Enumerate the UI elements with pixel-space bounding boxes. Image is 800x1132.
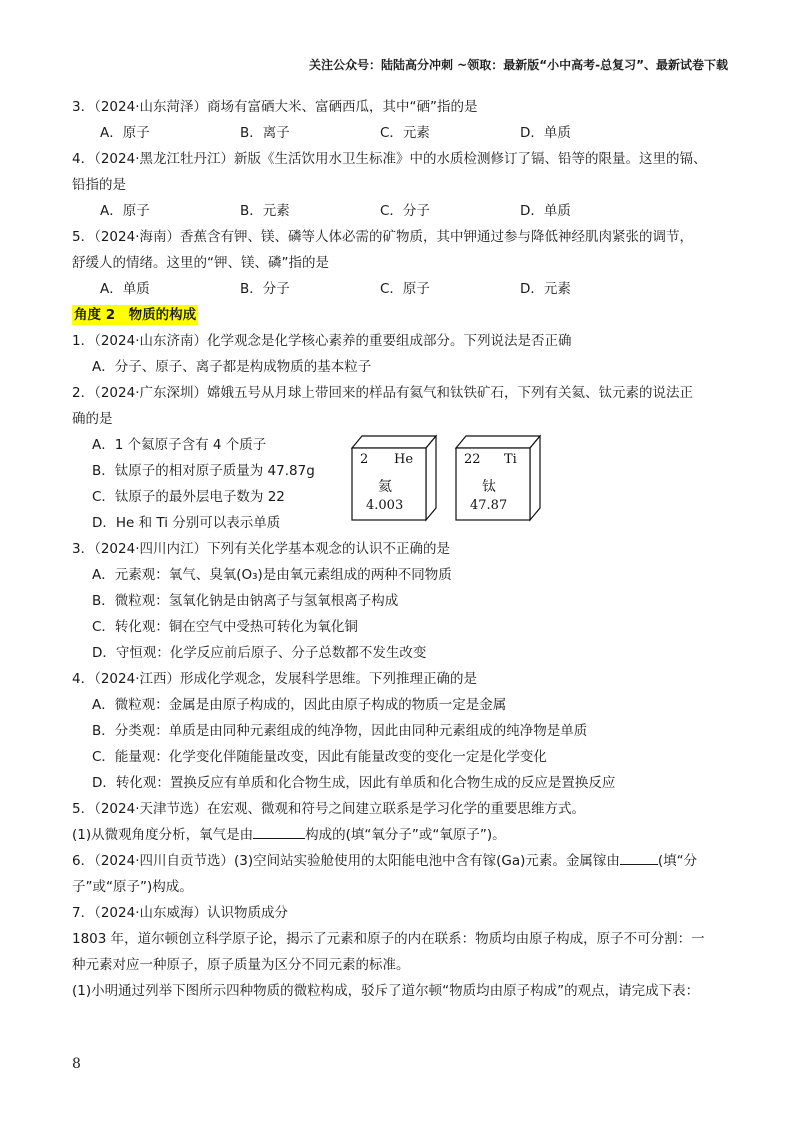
question-4a-options [72,198,732,224]
question-5a-stem-cont: 舒缓人的情绪。这里的“钾、镁、磷”指的是 [72,255,329,271]
question-6-stem [72,848,732,874]
element-symbol: He [394,452,414,467]
question-4b-option: C．能量观：化学变化伴随能量改变，因此有能量改变的变化一定是化学变化 [92,749,547,765]
element-card-helium [350,434,446,522]
section-heading [72,302,732,328]
question-3b-option: A．元素观：氧气、臭氧(O₃)是由氧元素组成的两种不同物质 [92,567,452,583]
question-5a-options [72,276,732,302]
question-2-option: B．钛原子的相对原子质量为 47.87g [92,463,315,479]
option: A．原子 [100,203,150,219]
question-2-option: C．钛原子的最外层电子数为 22 [92,489,285,505]
question-2-stem: 2．（2024·广东深圳）嫦娥五号从月球上带回来的样品有氦气和钛铁矿石，下列有关氦、钛元素的说法正 [72,385,693,401]
question-4b-stem: 4．（2024·江西）形成化学观念，发展科学思维。下列推理正确的是 [72,671,477,687]
section-title: 角度 2 物质的构成 [74,307,197,323]
question-4a-stem-cont: 铅指的是 [72,177,126,193]
question-7-paragraph: 1803 年，道尔顿创立科学原子论，揭示了元素和原子的内在联系：物质均由原子构成，原子不可分割：一 [72,931,705,947]
option: D．单质 [520,125,571,141]
question-2-option: A．1 个氦原子含有 4 个质子 [92,437,267,453]
option: C．元素 [380,125,430,141]
atomic-number: 22 [464,452,481,467]
question-3b-stem: 3．（2024·四川内江）下列有关化学基本观念的认识不正确的是 [72,541,450,557]
atomic-mass: 4.003 [366,498,404,513]
option: B．元素 [240,203,290,219]
question-4b-option: D．转化观：置换反应有单质和化合物生成，因此有单质和化合物生成的反应是置换反应 [92,775,616,791]
question-3b-option: D．守恒观：化学反应前后原子、分子总数都不发生改变 [92,645,427,661]
page-number: 8 [72,1056,81,1072]
question-3b-option: C．转化观：铜在空气中受热可转化为氧化铜 [92,619,358,635]
question-5b-sub1 [72,822,732,848]
question-2-body [72,432,732,536]
question-7-stem: 7．（2024·山东威海）认识物质成分 [72,905,288,921]
option: A．单质 [100,281,150,297]
question-4b-option: B．分类观：单质是由同种元素组成的纯净物，因此由同种元素组成的纯净物是单质 [92,723,588,739]
atomic-mass: 47.87 [470,498,508,513]
sub1-text-after: 构成的(填“氧分子”或“氧原子”)。 [305,827,506,843]
atomic-number: 2 [360,452,369,467]
question-4a-stem: 4．（2024·黑龙江牡丹江）新版《生活饮用水卫生标准》中的水质检测修订了镉、铅等的限量。这里的镉、 [72,151,707,167]
q6-text-before: 6．（2024·四川自贡节选）(3)空间站实验舱使用的太阳能电池中含有镓(Ga)元素。金属镓由 [72,853,620,869]
option: D．单质 [520,203,571,219]
element-name: 钛 [482,479,496,495]
question-3a-options [72,120,732,146]
option: A．原子 [100,125,150,141]
option: C．分子 [380,203,430,219]
question-5b-stem: 5．（2024·天津节选）在宏观、微观和符号之间建立联系是学习化学的重要思维方式。 [72,801,585,817]
question-3b-option: B．微粒观：氢氧化钠是由钠离子与氢氧根离子构成 [92,593,399,609]
question-5a-stem: 5．（2024·海南）香蕉含有钾、镁、磷等人体必需的矿物质，其中钾通过参与降低神经肌肉紧张的调节， [72,229,693,245]
option: B．离子 [240,125,290,141]
option: C．原子 [380,281,430,297]
question-3a-stem: 3．（2024·山东菏泽）商场有富硒大米、富硒西瓜，其中“硒”指的是 [72,99,478,115]
q6-text-after: (填“分 [657,853,698,869]
question-2-stem-cont: 确的是 [72,411,113,427]
option: B．分子 [240,281,290,297]
element-name: 氦 [378,479,392,495]
element-symbol: Ti [504,452,517,467]
question-1-stem: 1．（2024·山东济南）化学观念是化学核心素养的重要组成部分。下列说法是否正确 [72,333,572,349]
header-note: 关注公众号：陆陆高分冲刺 ~领取：最新版“小中高考-总复习”、最新试卷下载 [309,58,728,72]
option: D．元素 [520,281,571,297]
question-1-option-a: A．分子、原子、离子都是构成物质的基本粒子 [92,359,372,375]
answer-blank[interactable] [253,824,305,839]
question-6-stem-cont: 子”或“原子”)构成。 [72,879,193,895]
question-7-sub1: (1)小明通过列举下图所示四种物质的微粒构成，驳斥了道尔顿“物质均由原子构成”的观点，请完成下表： [72,983,700,999]
element-card-titanium [454,434,550,522]
question-4b-option: A．微粒观：金属是由原子构成的，因此由原子构成的物质一定是金属 [92,697,507,713]
question-2-option: D．He 和 Ti 分别可以表示单质 [92,515,281,531]
sub1-text-before: (1)从微观角度分析，氧气是由 [72,827,254,843]
document-body [72,94,732,1004]
question-7-paragraph-cont: 种元素对应一种原子，原子质量为区分不同元素的标准。 [72,957,410,973]
answer-blank[interactable] [620,850,658,865]
